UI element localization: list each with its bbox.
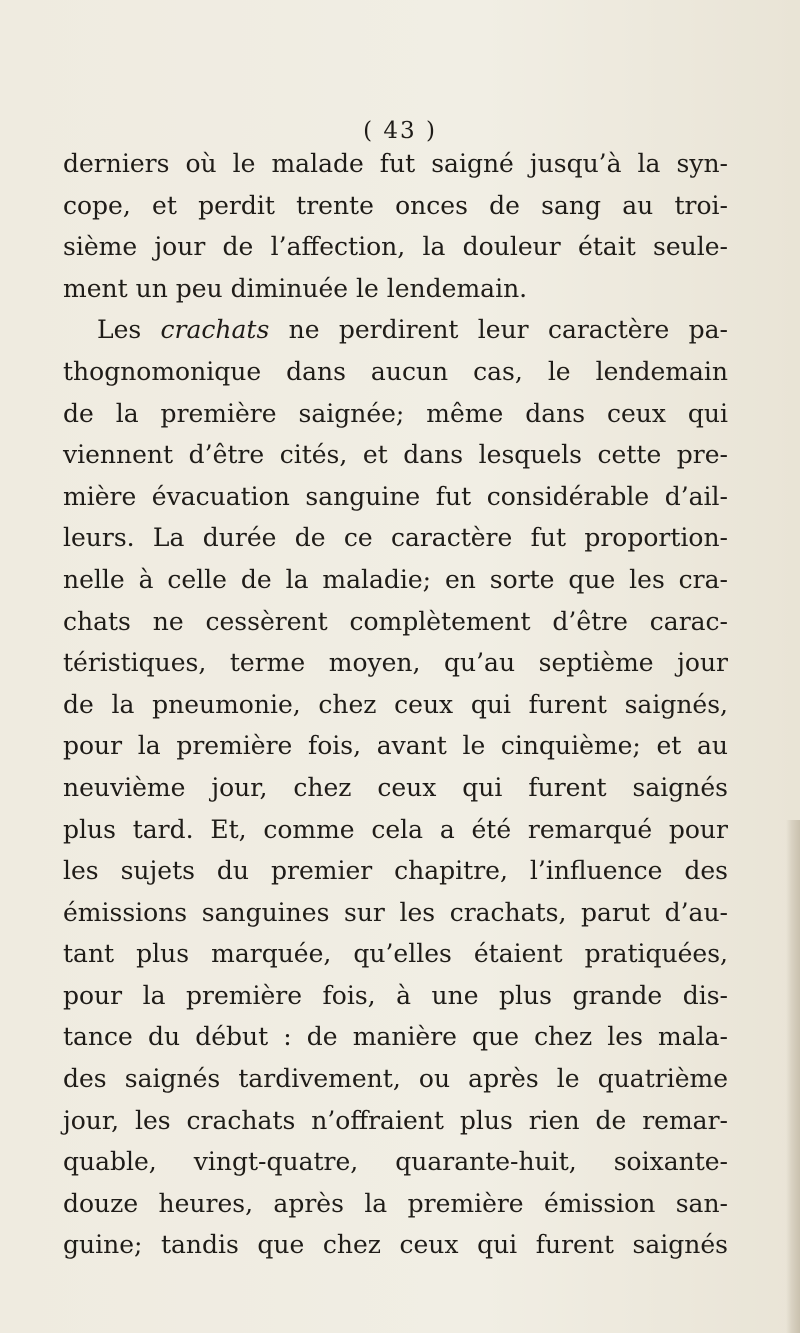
text-line: derniers où le malade fut saigné jusqu’à la syn- [63,149,728,178]
text-line: nelle à celle de la maladie; en sorte que les cra- [63,564,728,594]
italic-term: crachats [160,315,270,345]
text-line: les sujets du premier chapitre, l’influence des [63,856,728,886]
text-line: émissions sanguines sur les crachats, parut d’au- [63,897,728,927]
page-number: ( 43 ) [363,118,437,144]
text-line: neuvième jour, chez ceux qui furent saignés [63,772,728,802]
text-line: quable, vingt-quatre, quarante-huit, soixante- [63,1147,728,1177]
text-line: thognomonique dans aucun cas, le lendemain [63,356,728,386]
text-line: leurs. La durée de ce caractère fut proportion- [63,523,728,553]
page-edge-shadow [786,820,800,1333]
text-line: téristiques, terme moyen, qu’au septième jour [63,648,728,678]
text-line: jour, les crachats n’offraient plus rien de remar- [63,1105,728,1135]
text-line: pour la première fois, avant le cinquième; et au [63,731,728,761]
text-line: chats ne cessèrent complètement d’être carac- [63,606,728,636]
text-fragment: ne perdirent leur caractère pa- [269,315,728,345]
text-line: guine; tandis que chez ceux qui furent saignés [63,1230,728,1260]
text-line: sième jour de l’affection, la douleur était seule- [63,232,728,262]
text-line: cope, et perdit trente onces de sang au troi- [63,190,728,220]
text-line: mière évacuation sanguine fut considérable d’ail- [63,481,728,511]
body-text [63,143,728,1266]
text-line: tant plus marquée, qu’elles étaient pratiquées, [63,939,728,969]
text-line-paragraph-start [63,309,728,351]
text-fragment: Les [97,315,161,345]
text-line: de la première saignée; même dans ceux qui [63,398,728,428]
text-line: plus tard. Et, comme cela a été remarqué pour [63,814,728,844]
text-line: tance du début : de manière que chez les mala- [63,1022,728,1052]
text-line: ment un peu diminuée le lendemain. [63,273,528,303]
text-line: viennent d’être cités, et dans lesquels cette pre- [63,440,728,470]
text-line: douze heures, après la première émission san- [63,1188,728,1218]
text-line: de la pneumonie, chez ceux qui furent saignés, [63,689,728,719]
text-line: pour la première fois, à une plus grande dis- [63,980,728,1010]
text-line: des saignés tardivement, ou après le quatrième [63,1064,728,1094]
